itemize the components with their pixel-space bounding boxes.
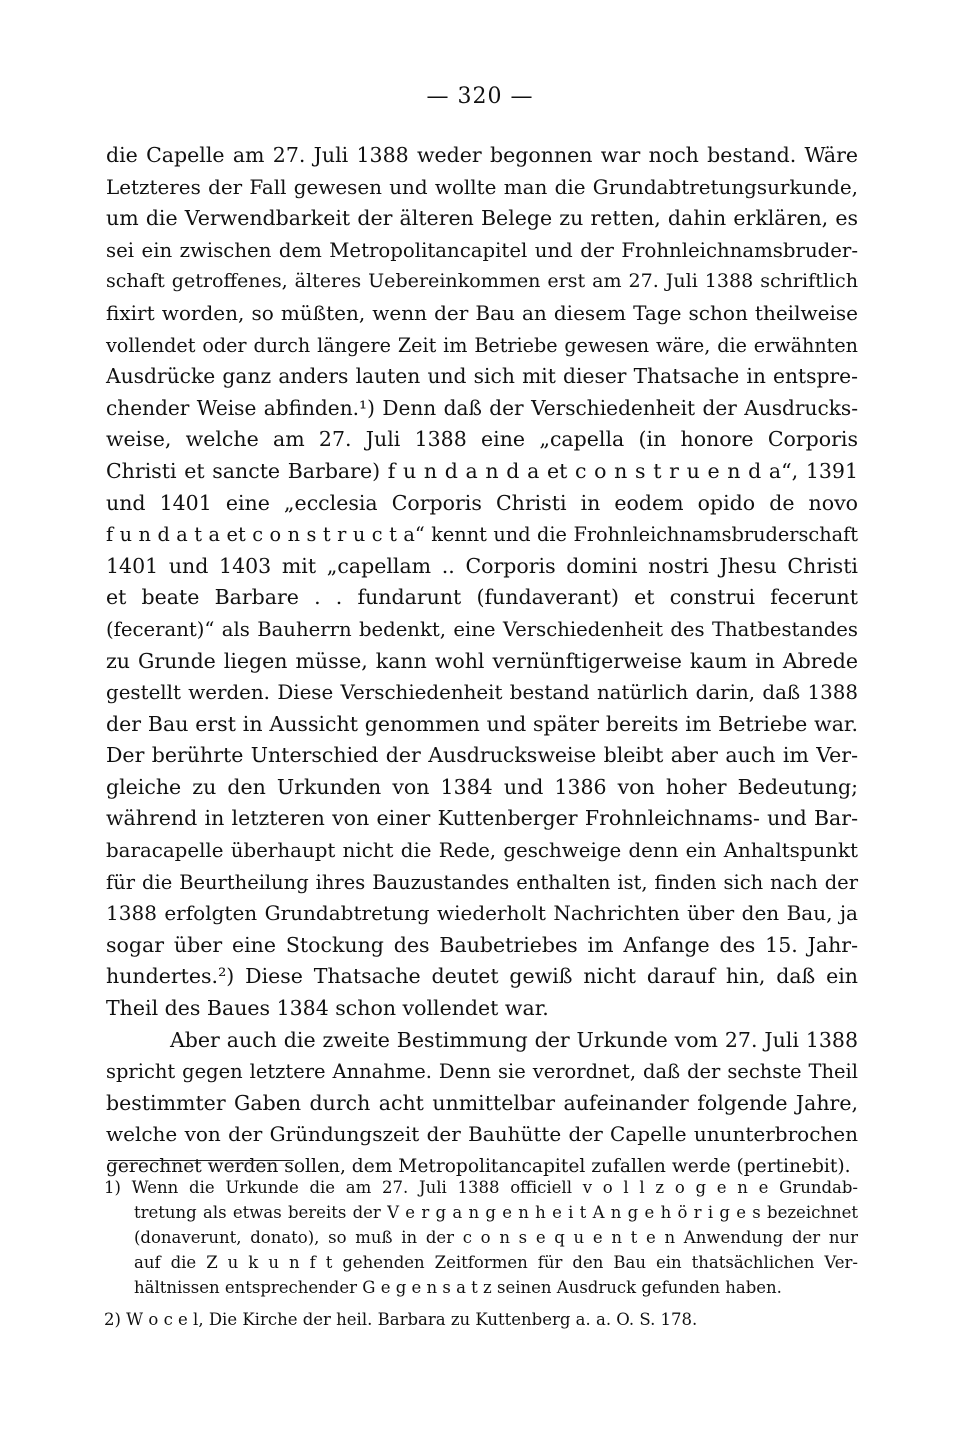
body-text bbox=[106, 140, 858, 1183]
text-line: Christi et sancte Barbare) f u n d a n d a et c o n s t r u e n d a“, 1391 bbox=[106, 458, 858, 483]
footnote-line: tretung als etwas bereits der V e r g a n g e n h e i t A n g e h ö r i g e s bezeichnet bbox=[134, 1203, 858, 1222]
text-line: Theil des Baues 1384 schon vollendet war. bbox=[106, 996, 549, 1021]
text-line: für die Beurtheilung ihres Bauzustandes enthalten ist, finden sich nach der bbox=[106, 870, 858, 894]
text-line: schaft getroffenes, älteres Uebereinkommen erst am 27. Juli 1388 schriftlich bbox=[106, 270, 858, 293]
text-line: f u n d a t a et c o n s t r u c t a“ kennt und die Frohnleichnamsbruderschaft bbox=[106, 523, 858, 547]
text-line: spricht gegen letztere Annahme. Denn sie verordnet, daß der sechste Theil bbox=[106, 1060, 858, 1084]
text-line: 1388 erfolgten Grundabtretung wiederholt Nachrichten über den Bau, ja bbox=[106, 901, 858, 926]
text-line: bestimmter Gaben durch acht unmittelbar aufeinander folgende Jahre, bbox=[106, 1090, 858, 1115]
text-line: gerechnet werden sollen, dem Metropolitancapitel zufallen werde (pertinebit). bbox=[106, 1156, 851, 1177]
text-line: 1401 und 1403 mit „capellam .. Corporis domini nostri Jhesu Christi bbox=[106, 553, 858, 578]
footnote-divider bbox=[108, 1160, 294, 1161]
text-line: et beate Barbare . . fundarunt (fundaverant) et construi fecerunt bbox=[106, 585, 858, 610]
text-line: die Capelle am 27. Juli 1388 weder begonnen war noch bestand. Wäre bbox=[106, 143, 858, 167]
text-line: gleiche zu den Urkunden von 1384 und 1386 von hoher Bedeutung; bbox=[106, 774, 858, 799]
text-line: und 1401 eine „ecclesia Corporis Christi in eodem opido de novo bbox=[106, 490, 858, 515]
footnote-line: 2) W o c e l, Die Kirche der heil. Barbara zu Kuttenberg a. a. O. S. 178. bbox=[104, 1310, 698, 1329]
text-line: baracapelle überhaupt nicht die Rede, geschweige denn ein Anhaltspunkt bbox=[106, 839, 858, 863]
footnote-line: 1) Wenn die Urkunde die am 27. Juli 1388 officiell v o l l z o g e n e Grundab- bbox=[104, 1178, 858, 1197]
text-line: zu Grunde liegen müsse, kann wohl vernünftigerweise kaum in Abrede bbox=[106, 648, 858, 673]
text-line: welche von der Gründungszeit der Bauhütte der Capelle ununterbrochen bbox=[106, 1122, 858, 1147]
footnote-line: auf die Z u k u n f t gehenden Zeitformen für den Bau ein thatsächlichen Ver- bbox=[134, 1253, 858, 1272]
text-line: während in letzteren von einer Kuttenberger Frohnleichnams- und Bar- bbox=[106, 806, 858, 831]
page-number: — 320 — bbox=[426, 84, 534, 109]
text-line: gestellt werden. Diese Verschiedenheit bestand natürlich darin, daß 1388 bbox=[106, 681, 858, 705]
text-line: Ausdrücke ganz anders lauten und sich mit dieser Thatsache in entspre- bbox=[106, 364, 858, 389]
footnotes bbox=[104, 1175, 858, 1332]
footnote-line: hältnissen entsprechender G e g e n s a t z seinen Ausdruck gefunden haben. bbox=[134, 1278, 782, 1297]
text-line: der Bau erst in Aussicht genommen und später bereits im Betriebe war. bbox=[106, 711, 858, 736]
text-line: Aber auch die zweite Bestimmung der Urkunde vom 27. Juli 1388 bbox=[170, 1027, 858, 1052]
footnote-line: (donaverunt, donato), so muß in der c o n s e q u e n t e n Anwendung der nur bbox=[134, 1228, 858, 1247]
footnote-2 bbox=[104, 1307, 858, 1332]
text-line: weise, welche am 27. Juli 1388 eine „capella (in honore Corporis bbox=[106, 427, 858, 452]
text-line: Der berührte Unterschied der Ausdrucksweise bleibt aber auch im Ver- bbox=[106, 743, 858, 768]
text-line: um die Verwendbarkeit der älteren Belege zu retten, dahin erklären, es bbox=[106, 206, 858, 231]
text-line: chender Weise abfinden.¹) Denn daß der Verschiedenheit der Ausdrucks- bbox=[106, 395, 858, 420]
text-line: hundertes.²) Diese Thatsache deutet gewiß nicht darauf hin, daß ein bbox=[106, 964, 858, 989]
text-line: vollendet oder durch längere Zeit im Betriebe gewesen wäre, die erwähnten bbox=[106, 333, 858, 357]
text-line: Letzteres der Fall gewesen und wollte man die Grundabtretungsurkunde, bbox=[106, 175, 858, 199]
footnote-1 bbox=[104, 1175, 858, 1300]
text-line: sei ein zwischen dem Metropolitancapitel und der Frohnleichnamsbruder- bbox=[106, 238, 858, 262]
text-line: fixirt worden, so müßten, wenn der Bau an diesem Tage schon theilweise bbox=[106, 300, 858, 325]
text-line: sogar über eine Stockung des Baubetriebes im Anfange des 15. Jahr- bbox=[106, 932, 858, 957]
text-line: (fecerant)“ als Bauherrn bedenkt, eine Verschiedenheit des Thatbestandes bbox=[106, 617, 858, 641]
